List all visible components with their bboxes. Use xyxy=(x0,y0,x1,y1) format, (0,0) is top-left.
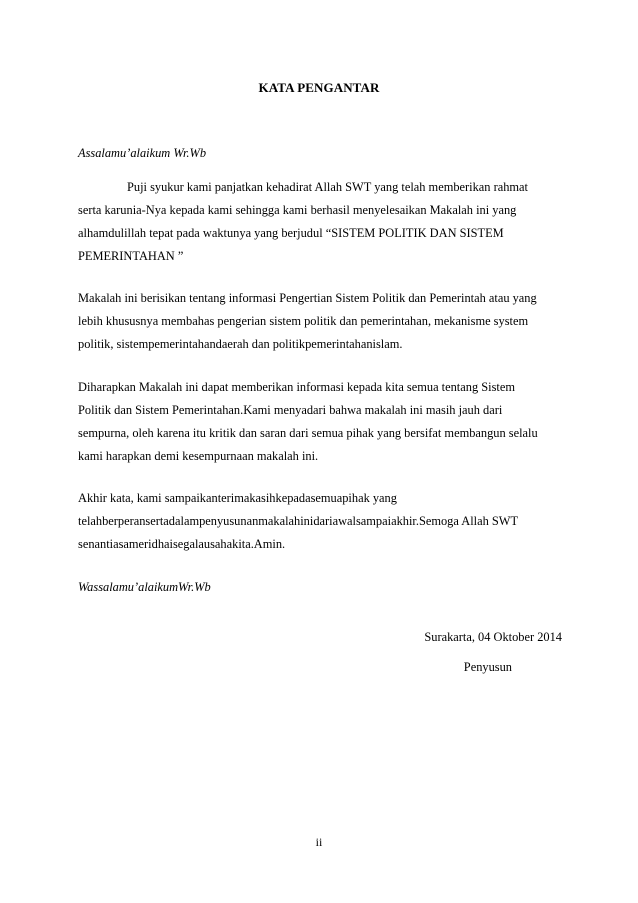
paragraph-3 xyxy=(78,376,560,468)
paragraph-2 xyxy=(78,287,560,356)
greeting: Assalamu’alaikum Wr.Wb xyxy=(78,146,207,160)
place-date: Surakarta, 04 Oktober 2014 xyxy=(424,630,562,644)
page-number: ii xyxy=(315,835,323,849)
paragraph-2-line: politik, sistempemerintahandaerah dan politikpemerintahanislam. xyxy=(78,337,403,351)
paragraph-4 xyxy=(78,487,560,556)
page-title: KATA PENGANTAR xyxy=(258,80,380,95)
paragraph-3-line: Politik dan Sistem Pemerintahan.Kami menyadari bahwa makalah ini masih jauh dari xyxy=(78,403,503,417)
paragraph-3-line: sempurna, oleh karena itu kritik dan saran dari semua pihak yang bersifat membangun selalu xyxy=(78,426,538,440)
paragraph-4-line: telahberperansertadalampenyusunanmakalahinidariawalsampaiakhir.Semoga Allah SWT xyxy=(78,514,519,528)
paragraph-1-line: alhamdulillah tepat pada waktunya yang berjudul “SISTEM POLITIK DAN SISTEM xyxy=(78,226,504,240)
paragraph-1-line: serta karunia-Nya kepada kami sehingga kami berhasil menyelesaikan Makalah ini yang xyxy=(78,203,517,217)
paragraph-2-line: Makalah ini berisikan tentang informasi Pengertian Sistem Politik dan Pemerintah atau yang xyxy=(78,291,537,305)
paragraph-1-line: Puji syukur kami panjatkan kehadirat Allah SWT yang telah memberikan rahmat xyxy=(127,180,528,194)
closing-greeting: Wassalamu’alaikumWr.Wb xyxy=(78,580,211,594)
paragraph-3-line: kami harapkan demi kesempurnaan makalah ini. xyxy=(78,449,319,463)
author-signature: Penyusun xyxy=(463,660,512,674)
paragraph-1 xyxy=(78,176,560,268)
paragraph-4-line: Akhir kata, kami sampaikanterimakasihkepadasemuapihak yang xyxy=(78,491,397,505)
paragraph-3-line: Diharapkan Makalah ini dapat memberikan informasi kepada kita semua tentang Sistem xyxy=(78,380,515,394)
paragraph-2-line: lebih khususnya membahas pengerian sistem politik dan pemerintahan, mekanisme system xyxy=(78,314,529,328)
paragraph-4-line: senantiasameridhaisegalausahakita.Amin. xyxy=(78,537,286,551)
paragraph-1-line: PEMERINTAHAN ” xyxy=(78,249,184,263)
